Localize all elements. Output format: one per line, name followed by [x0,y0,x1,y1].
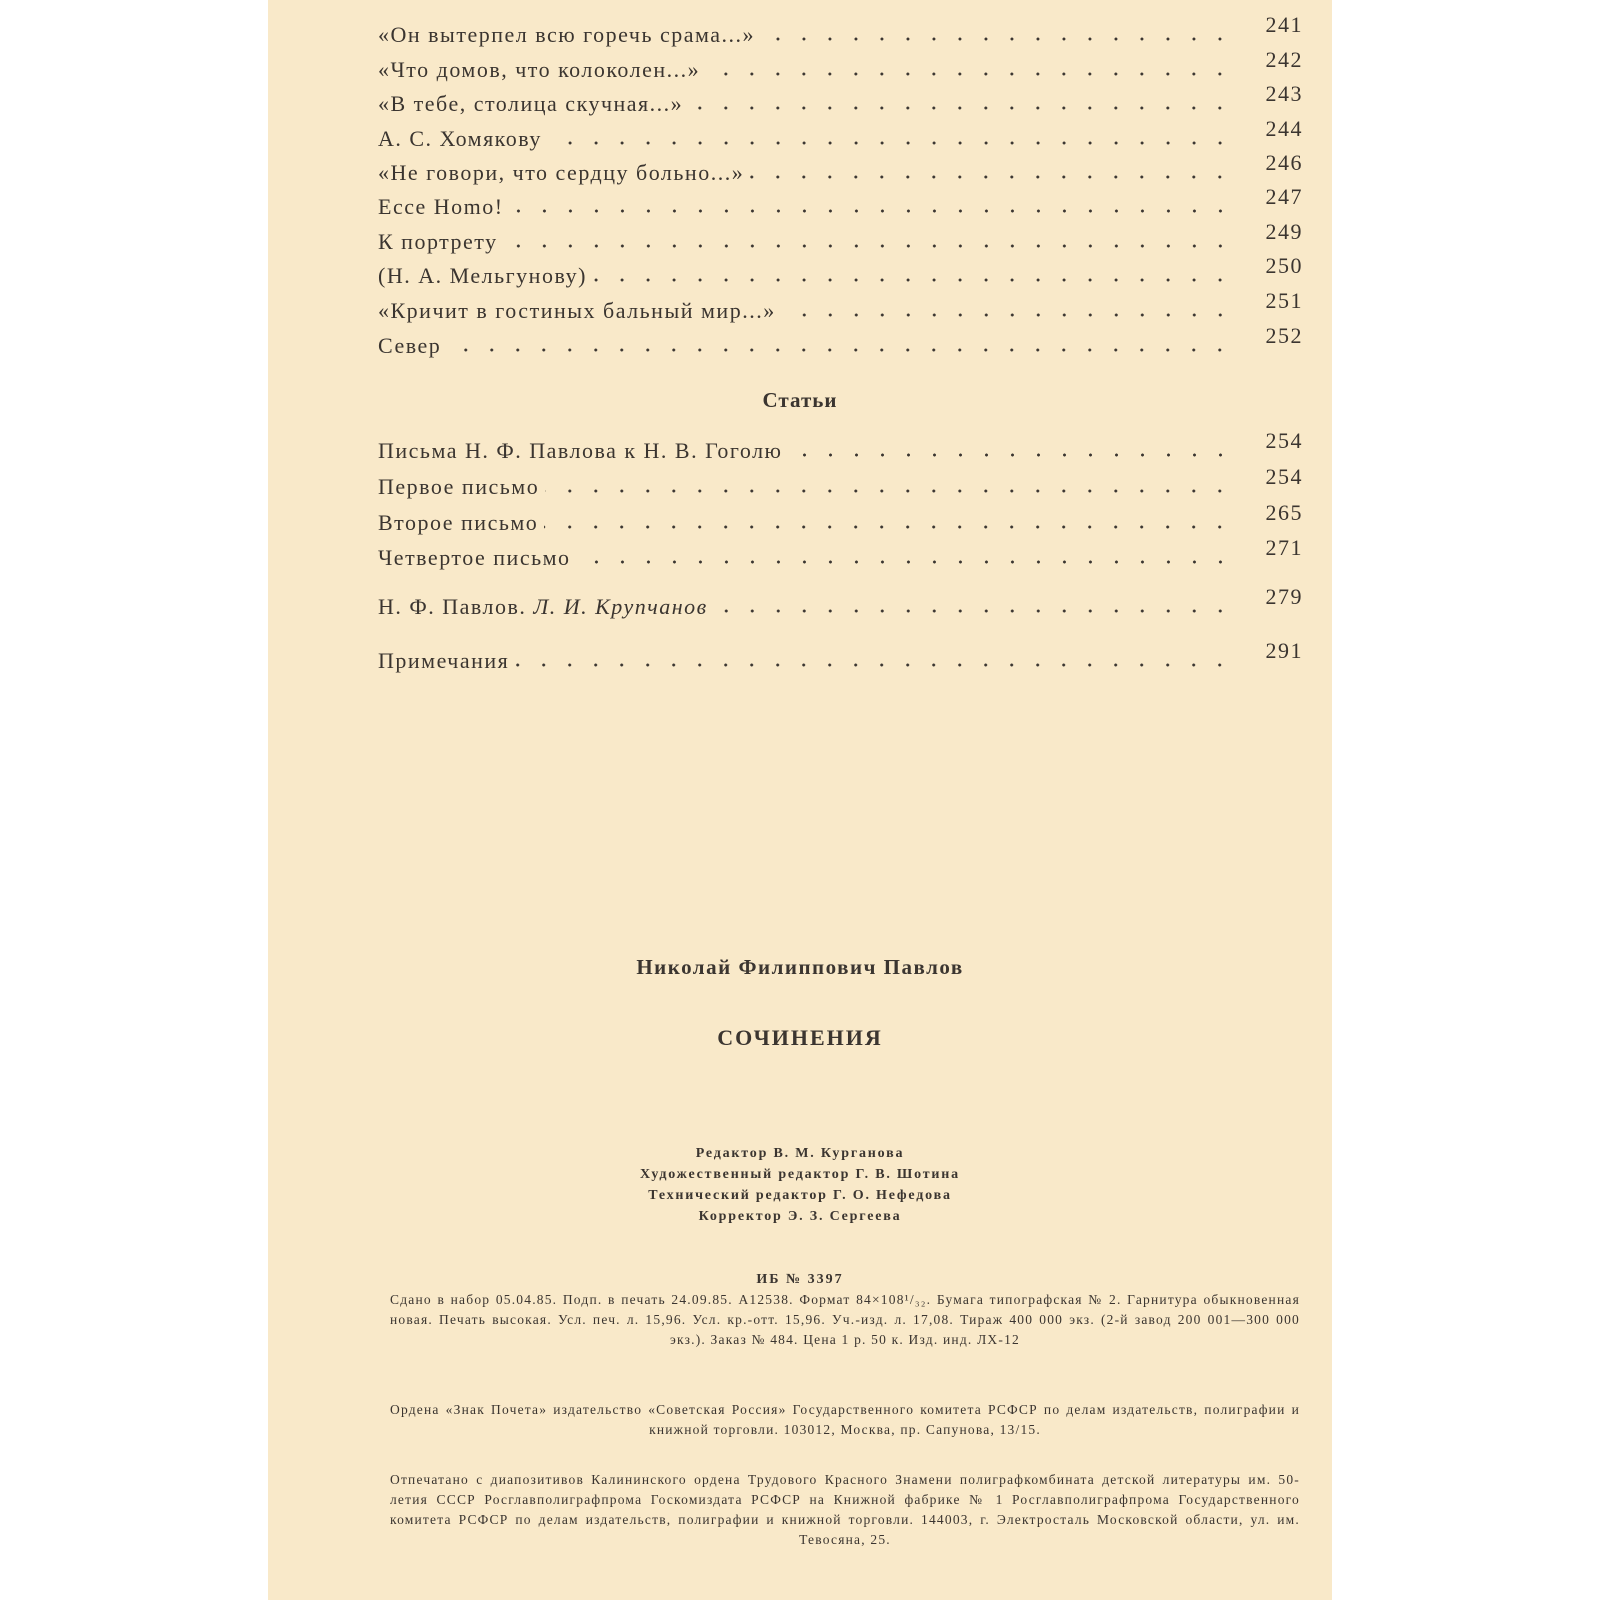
toc-entry [378,184,1303,220]
toc-entry-page: 265 [1265,500,1303,525]
credit-line: Корректор Э. З. Сергеева [698,1209,902,1224]
toc-entry-title: «Не говори, что сердцу больно...» [378,160,745,185]
toc-entry-page: 244 [1265,116,1303,141]
toc-entry [378,535,1303,571]
credit-line: Технический редактор Г. О. Нефедова [648,1188,952,1203]
dot-leader [789,452,1234,458]
dot-leader [593,277,1233,283]
toc-entry-page: 271 [1265,535,1303,560]
ib-number: ИБ № 3397 [756,1272,844,1287]
toc-entry-title: «В тебе, столица скучная...» [378,91,684,116]
dot-leader [447,347,1233,353]
toc-entry [378,500,1303,536]
toc-entry-page: 243 [1265,81,1303,106]
toc-entry [378,464,1303,500]
toc-entry-title: «Что домов, что колоколен...» [378,57,701,82]
toc-essay-title: Н. Ф. Павлов. [378,594,527,619]
dot-leader [515,662,1233,668]
dot-leader [761,36,1233,42]
toc-entry-title: Север [378,333,442,358]
toc-entry-page: 249 [1265,219,1303,244]
toc-entry-title: А. С. Хомякову [378,126,542,151]
toc-entry [378,219,1303,255]
dot-leader [544,524,1233,530]
section-heading-articles: Статьи [762,388,838,412]
toc-entry-title: Второе письмо [378,510,539,535]
toc-entry [378,638,1303,674]
toc-entry [378,323,1303,359]
toc-entry-page: 279 [1265,584,1303,609]
toc-entry-page: 247 [1265,184,1303,209]
toc-entry-title: (Н. А. Мельгунову) [378,263,587,288]
toc-entry-page: 251 [1265,288,1303,313]
book-title: СОЧИНЕНИЯ [717,1025,883,1050]
toc-entry [378,253,1303,289]
toc-entry-title: Ecce Homo! [378,194,504,219]
credit-line: Художественный редактор Г. В. Шотина [640,1167,960,1182]
toc-entry-page: 254 [1265,428,1303,453]
credits-block [268,1143,1332,1227]
toc-entry-title: «Он вытерпел всю горечь срама...» [378,22,756,47]
toc-entry-title: Примечания [378,648,510,673]
toc-entry [378,81,1303,117]
toc-entry-page: 241 [1265,12,1303,37]
toc-entry-title: Первое письмо [378,474,540,499]
dot-leader [689,105,1233,111]
imprint-print-details: Сдано в набор 05.04.85. Подп. в печать 24.09.85. А12538. Формат 84×108¹/₃₂. Бумага типографская № 2. Гарнитура обыкновенная новая. Печать высокая. Усл. печ. л. 15,96. Усл. кр.-отт. 15,96. Уч.-изд. л. 17,08. Тираж 400 000 экз. (2-й завод 200 001—300 000 экз.). Заказ № 484. Цена 1 р. 50 к. Изд. инд. ЛХ-12 [390,1292,1300,1347]
dot-leader [706,71,1233,77]
imprint-publisher: Ордена «Знак Почета» издательство «Советская Россия» Государственного комитета РСФСР по делам издательств, полиграфии и книжной торговли. 103012, Москва, пр. Сапунова, 13/15. [390,1402,1300,1437]
dot-leader [782,312,1233,318]
toc-entry-title: «Кричит в гостиных бальный мир...» [378,298,776,323]
toc-entry-title: К портрету [378,229,498,254]
toc-entry [378,584,1303,620]
toc-entry-page: 250 [1265,253,1303,278]
toc-entry-page: 291 [1265,638,1303,663]
credit-line: Редактор В. М. Курганова [695,1146,905,1161]
toc-entry [378,428,1303,464]
dot-leader [750,174,1233,180]
toc-entry [378,12,1303,48]
toc-entry [378,47,1303,83]
toc-entry-title: Четвертое письмо [378,545,571,570]
dot-leader [510,208,1233,214]
imprint-printer: Отпечатано с диапозитивов Калининского ордена Трудового Красного Знамени полиграфкомбината детской литературы им. 50-летия СССР Росглавполиграфпрома Госкомиздата РСФСР на Книжной фабрике № 1 Росглавполиграфпрома Государственного комитета РСФСР по делам издательств, полиграфии и книжной торговли. 144003, г. Электросталь Московской области, ул. им. Тевосяна, 25. [390,1472,1300,1547]
toc-essay-author: Л. И. Крупчанов [533,594,708,619]
dot-leader [714,608,1233,614]
toc-entry [378,288,1303,324]
dot-leader [545,488,1233,494]
book-author: Николай Филиппович Павлов [636,955,964,979]
dot-leader [548,140,1233,146]
toc-entry-page: 254 [1265,464,1303,489]
book-page [268,0,1332,1600]
toc-entry [378,116,1303,152]
toc-entry-title: Письма Н. Ф. Павлова к Н. В. Гоголю [378,438,783,463]
dot-leader [577,559,1233,565]
toc-entry [378,150,1303,186]
toc-entry-page: 242 [1265,47,1303,72]
toc-entry-title [378,594,714,620]
toc-entry-page: 252 [1265,323,1303,348]
toc-entry-page: 246 [1265,150,1303,175]
dot-leader [504,243,1233,249]
